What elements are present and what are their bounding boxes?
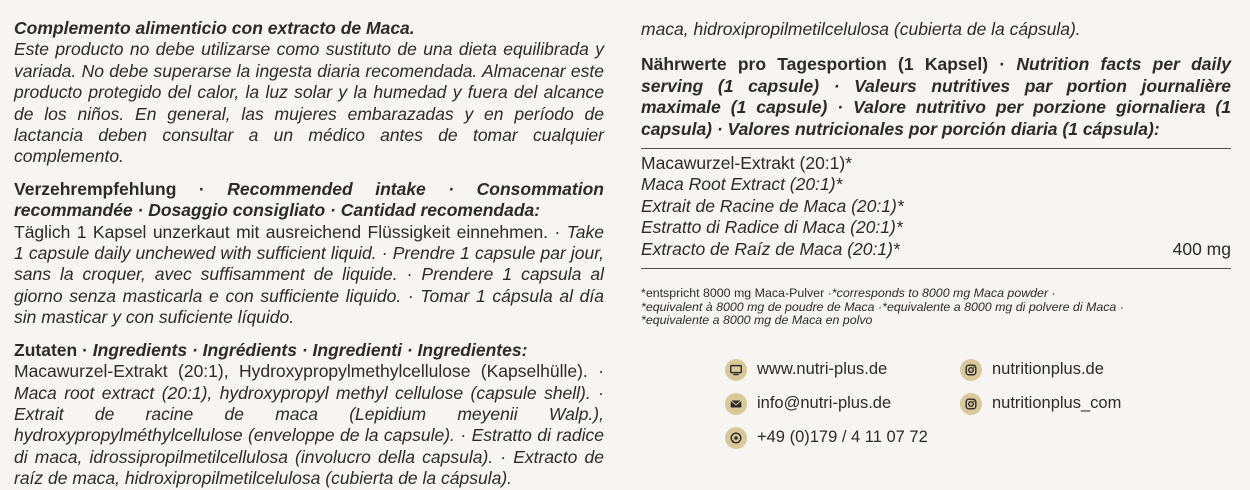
intake-heading-other: Recommended intake · Consommation recommandée · Dosaggio consigliato · Cantidad recomendada:	[14, 178, 604, 221]
website-text[interactable]: www.nutri-plus.de	[757, 360, 888, 379]
nutrition-row	[641, 174, 1231, 195]
supplement-warning-text: Este producto no debe utilizarse como sustituto de una dieta equilibrada y variada. No debe superarse la ingesta diaria recomendada. Almacenar este producto protegido del calor, la luz solar y la humedad y fuera del alcance de los niños. En general, las mujeres embarazadas y en período de lactancia deben consultar a un médico antes de tomar cualquier complemento.	[14, 39, 604, 167]
ingredients-continuation: maca, hidroxipropilmetilcelulosa (cubierta de la cápsula).	[641, 19, 1081, 39]
ingredients-heading-de: Zutaten	[14, 339, 78, 360]
nutrition-heading-other: Nutrition facts per daily serving (1 capsule) · Valeurs nutritives par portion journalière maximale (1 capsule) · Valore nutritivo per porzione giornaliera (1 capsula) · Valores nutricionales por porción diaria (1 cápsula):	[641, 54, 1231, 139]
nutrition-heading: Nährwerte pro Tagesportion (1 Kapsel) · Nutrition facts per daily serving (1 capsule) · Valeurs nutritives par portion journalière maximale (1 capsule) · Valore nutritivo per porzione giornaliera (1 capsula) · Valores nutricionales por porción diaria (1 cápsula):	[641, 54, 1231, 139]
nutrition-row-label: Macawurzel-Extrakt (20:1)*	[641, 153, 853, 174]
whatsapp-icon	[725, 427, 747, 449]
nutrition-row-label: Extracto de Raíz de Maca (20:1)*	[641, 238, 900, 259]
nutrition-row	[641, 196, 1231, 217]
ingredients-text-other: Maca root extract (20:1), hydroxypropyl methyl cellulose (capsule shell). · Extrait de racine de maca (Lepidium meyenii Walp.), hydroxypropylméthylcellulose (enveloppe de la capsule). · Estratto di radice di maca, idrossipropilmetilcellulosa (involucro della capsula). · Extracto de raíz de maca, hidroxipropilmetilcelulosa (cubierta de la cápsula).	[14, 382, 604, 489]
instagram-2-text[interactable]: nutritionplus_com	[992, 394, 1122, 413]
envelope-icon	[725, 393, 747, 415]
footnote-it: *equivalente a 8000 mg di polvere di Maca	[882, 299, 1117, 314]
contact-phone[interactable]	[725, 427, 928, 449]
instagram-1-text[interactable]: nutritionplus.de	[992, 360, 1104, 379]
footnote-es: *equivalente a 8000 mg de Maca en polvo	[641, 313, 873, 328]
nutrition-row-label: Extrait de Racine de Maca (20:1)*	[641, 195, 904, 216]
divider	[641, 148, 1231, 149]
footnote-fr: *equivalent à 8000 mg de poudre de Maca	[641, 299, 875, 314]
divider	[641, 268, 1231, 269]
nutrition-row-label: Maca Root Extract (20:1)*	[641, 174, 843, 195]
intake-section: Verzehrempfehlung · Recommended intake · Consommation recommandée · Dosaggio consigliato · Cantidad recomendada: Täglich 1 Kapsel unzerkaut mit ausreichend Flüssigkeit einnehmen. · Take 1 capsule daily unchewed with sufficient liquid. · Prendre 1 capsule par jour, sans la croquer, avec suffisamment de liquide. · Prendere 1 capsula al giorno senza masticarla e con sufficiente liquido. · Tomar 1 cápsula al día sin masticar y con suficiente líquido.	[14, 178, 604, 328]
footnote-en: *corresponds to 8000 mg Maca powder	[831, 285, 1049, 300]
instagram-icon	[960, 393, 982, 415]
intake-text-other: Take 1 capsule daily unchewed with sufficient liquid. · Prendre 1 capsule par jour, sans la croquer, avec suffisamment de liquide. · Prendere 1 capsula al giorno senza masticarla e con sufficiente liquido. · Tomar 1 cápsula al día sin masticar y con suficiente líquido.	[14, 221, 604, 328]
email-text[interactable]: info@nutri-plus.de	[757, 394, 892, 413]
instagram-icon	[960, 359, 982, 381]
ingredients-text-de: Macawurzel-Extrakt (20:1), Hydroxypropylmethylcellulose (Kapselhülle).	[14, 361, 588, 382]
intake-heading-de: Verzehrempfehlung	[14, 178, 177, 199]
left-column	[14, 18, 604, 489]
ingredients-heading-other: Ingredients · Ingrédients · Ingredienti · Ingredientes:	[92, 339, 528, 360]
nutrition-row-value: 400 mg	[1172, 238, 1231, 259]
nutrition-row	[641, 153, 1231, 174]
ingredients-section: Zutaten · Ingredients · Ingrédients · Ingredienti · Ingredientes: Macawurzel-Extrakt (20:1), Hydroxypropylmethylcellulose (Kapselhülle). · Maca root extract (20:1), hydroxypropyl methyl cellulose (capsule shell). · Extrait de racine de maca (Lepidium meyenii Walp.), hydroxypropylméthylcellulose (enveloppe de la capsule). · Estratto di radice di maca, idrossipropilmetilcellulosa (involucro della capsula). · Extracto de raíz de maca, hidroxipropilmetilcelulosa (cubierta de la cápsula).	[14, 339, 604, 489]
contact-instagram-2[interactable]	[960, 393, 1121, 415]
nutrition-row	[641, 217, 1231, 238]
nutrition-row	[641, 239, 1231, 260]
phone-text[interactable]: +49 (0)179 / 4 11 07 72	[757, 428, 928, 447]
contact-email[interactable]	[725, 393, 891, 415]
supplement-info	[14, 18, 604, 168]
nutrition-table	[641, 149, 1231, 260]
nutrition-row-label: Estratto di Radice di Maca (20:1)*	[641, 217, 903, 238]
nutrition-footnote: *entspricht 8000 mg Maca-Pulver ·*corresponds to 8000 mg Maca powder · *equivalent à 8000 mg de poudre de Maca ·*equivalente a 8000 mg di polvere di Maca · *equivalente a 8000 mg de Maca en polvo	[641, 285, 1124, 328]
monitor-icon	[725, 359, 747, 381]
right-column	[641, 19, 1231, 328]
intake-text-de: Täglich 1 Kapsel unzerkaut mit ausreichend Flüssigkeit einnehmen.	[14, 221, 549, 242]
contact-website[interactable]	[725, 359, 887, 381]
nutrition-heading-de: Nährwerte pro Tagesportion (1 Kapsel)	[641, 54, 989, 75]
contact-instagram-1[interactable]	[960, 359, 1104, 381]
supplement-title: Complemento alimenticio con extracto de Maca.	[14, 18, 415, 38]
footnote-de: *entspricht 8000 mg Maca-Pulver	[641, 285, 825, 300]
